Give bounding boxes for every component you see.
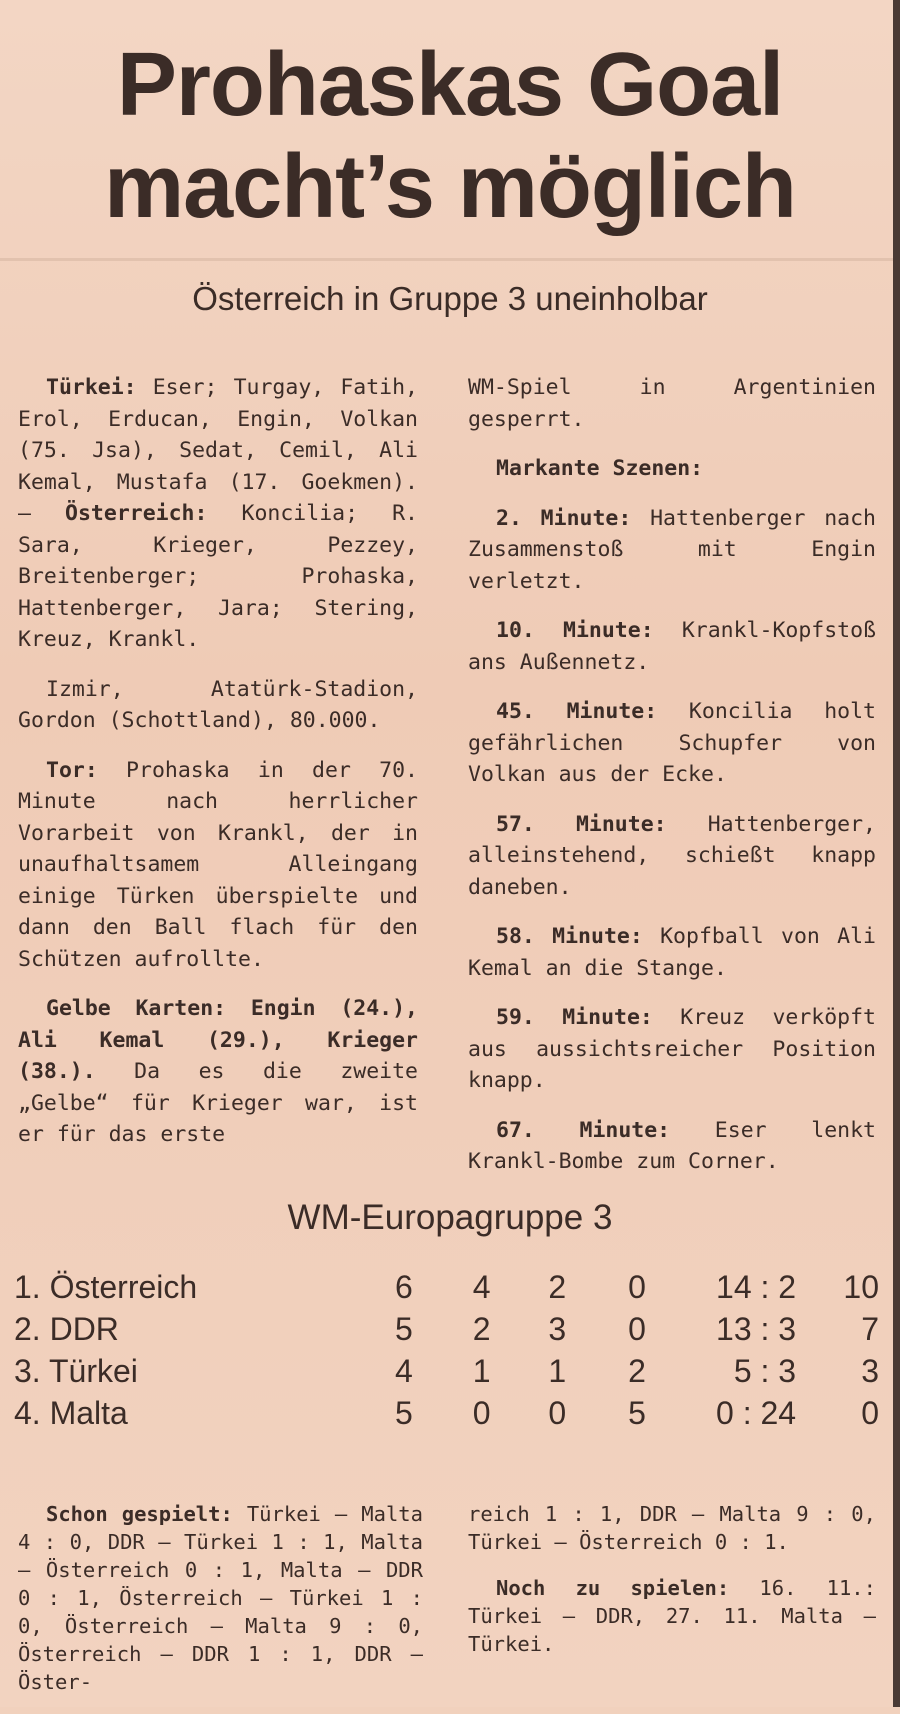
remaining-paragraph [468,1574,876,1658]
goal-label: Tor: [46,757,98,783]
points-cell: 3 [861,1352,879,1389]
team-name: 3. Türkei [14,1352,138,1389]
goals-cell: 14 : 2 [716,1268,797,1305]
continuation-paragraph: WM-Spiel in Argentinien gesperrt. [468,375,876,432]
drawn-cell: 2 [548,1268,567,1305]
left-column [18,372,418,1169]
austria-label: Österreich: [65,501,208,526]
lost-cell: 5 [628,1394,646,1431]
played-paragraph [18,1500,423,1696]
paper-fold [0,258,893,261]
scene-text: Koncilia holt gefährlichen Schupfer von Volkan aus der Ecke. [468,699,876,787]
scene-item [468,921,876,984]
goals-cell: 5 : 3 [733,1352,797,1389]
cards-text: Da es die zweite „Gelbe“ für Krieger war, ist er für das erste [18,1059,418,1147]
drawn-cell: 1 [548,1352,567,1389]
lost-cell: 0 [628,1310,646,1347]
points-cell: 7 [861,1310,879,1347]
column-rule [893,0,900,1707]
scene-minute: 58. Minute: [496,924,643,949]
played-text: Türkei – Malta 4 : 0, DDR – Türkei 1 : 1, Malta – Österreich 0 : 1, Malta – DDR 0 : 1, Österreich – Türkei 1 : 0, Österreich – Malta 9 : 0, Österreich – DDR 1 : 1, DDR – Öster- [18,1502,423,1694]
table-row [14,1392,879,1434]
scene-item [468,809,876,904]
played-continuation: reich 1 : 1, DDR – Malta 9 : 0, Türkei – Österreich 0 : 1. [468,1502,876,1554]
right-column [468,372,876,1196]
austria-lineup: Koncilia; R. Sara, Krieger, Pezzey, Breitenberger; Prohaska, Hattenberger, Jara; Stering, Kreuz, Krankl. [18,501,419,652]
scene-minute: 10. Minute: [496,618,654,643]
lost-cell: 0 [628,1268,646,1305]
points-cell: 0 [861,1394,879,1431]
scene-item [468,1002,876,1097]
team-name: 1. Österreich [14,1268,198,1305]
points-cell: 10 [843,1268,879,1305]
won-cell: 0 [472,1394,491,1431]
turkey-lineup: Eser; Turgay, Fatih, Erol, Erducan, Engin, Volkan (75. Jsa), Sedat, Cemil, Ali Kemal, Mustafa (17. Goekmen). – [18,375,418,526]
headline-line-2: macht’s möglich [104,137,796,237]
subheadline: Österreich in Gruppe 3 uneinholbar [192,280,708,317]
won-cell: 1 [472,1352,491,1389]
cards-names: Engin (24.), Ali Kemal (29.), Krieger (38.). [18,996,418,1084]
team-name: 2. DDR [14,1310,119,1347]
venue-paragraph: Izmir, Atatürk-Stadion, Gordon (Schottland), 80.000. [18,676,418,733]
drawn-cell: 0 [548,1394,567,1431]
scene-item [468,503,876,598]
played-matches-left [18,1500,423,1714]
scene-text: Hattenberger, alleinstehend, schießt knapp daneben. [468,811,877,900]
standings-title: WM-Europagruppe 3 [287,1198,613,1237]
scene-minute: 45. Minute: [496,699,658,724]
turkey-label: Türkei: [46,375,137,400]
scene-text: Hattenberger nach Zusammenstoß mit Engin verletzt. [468,505,876,594]
scene-item [468,1115,876,1178]
cards-paragraph [18,993,418,1151]
played-matches-right [468,1500,876,1676]
cards-label: Gelbe Karten: [46,996,227,1021]
team-name: 4. Malta [14,1394,128,1431]
lost-cell: 2 [628,1352,646,1389]
remaining-label: Noch zu spielen: [496,1576,730,1600]
scene-text: Krankl-Kopfstoß ans Außennetz. [468,618,876,675]
played-cell: 4 [395,1352,413,1389]
scene-item [468,696,876,791]
played-label: Schon gespielt: [46,1502,233,1526]
scene-text: Kopfball von Ali Kemal an die Stange. [468,924,876,981]
scenes-title-text: Markante Szenen: [496,456,704,481]
scene-item [468,615,876,678]
scene-minute: 67. Minute: [496,1117,671,1143]
remaining-text: 16. 11.: Türkei – DDR, 27. 11. Malta – Türkei. [468,1576,876,1656]
scene-text: Eser lenkt Krankl-Bombe zum Corner. [468,1117,876,1174]
goal-paragraph [18,755,418,976]
played-cell: 5 [395,1394,413,1431]
goal-text: Prohaska in der 70. Minute nach herrlicher Vorarbeit von Krankl, der in unaufhaltsamem Alleingang einige Türken überspielte und dann den Ball flach für den Schützen aufrollte. [18,757,418,972]
scenes-title [468,453,876,485]
played-cell: 5 [395,1310,413,1347]
goals-cell: 13 : 3 [716,1310,797,1347]
scene-text: Kreuz verköpft aus aussichtsreicher Position knapp. [468,1005,876,1093]
scene-minute: 59. Minute: [496,1005,653,1030]
standings-table [14,1266,879,1434]
table-row [14,1266,879,1308]
table-row [14,1350,879,1392]
drawn-cell: 3 [548,1310,567,1347]
won-cell: 2 [472,1310,491,1347]
headline-line-1: Prohaskas Goal [116,35,784,135]
lineup-paragraph [18,372,418,656]
scene-minute: 57. Minute: [496,811,667,837]
won-cell: 4 [472,1268,491,1305]
scene-minute: 2. Minute: [496,505,632,531]
table-row [14,1308,879,1350]
goals-cell: 0 : 24 [716,1394,797,1431]
played-cell: 6 [395,1268,413,1305]
